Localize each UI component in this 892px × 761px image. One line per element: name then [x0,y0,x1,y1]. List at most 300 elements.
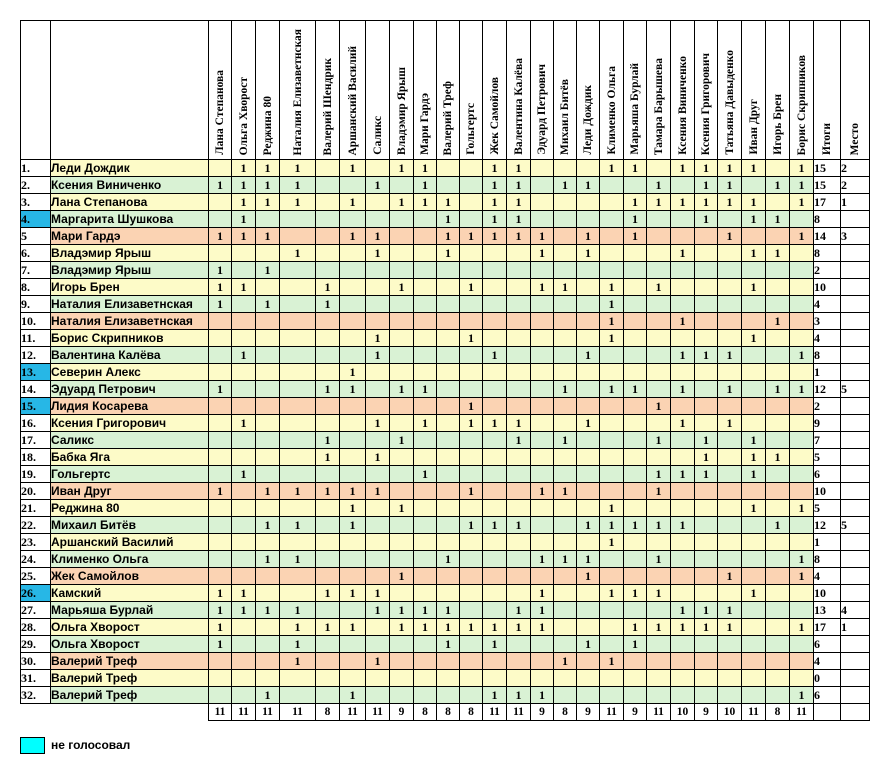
vote-cell [554,466,577,483]
row-total: 6 [814,636,841,653]
vote-cell [209,245,232,262]
column-header [256,21,280,160]
row-number: 12. [21,347,51,364]
vote-cell [437,585,460,602]
vote-cell [671,551,695,568]
vote-cell [600,619,624,636]
vote-cell [554,500,577,517]
vote-cell [671,500,695,517]
table-row [21,415,870,432]
vote-cell [531,160,554,177]
vote-cell [671,398,695,415]
vote-cell: 1 [280,517,316,534]
column-sum: 9 [624,704,647,721]
vote-cell [366,432,390,449]
vote-cell: 1 [718,160,742,177]
vote-cell [256,398,280,415]
vote-cell [414,228,437,245]
vote-cell [340,432,366,449]
vote-cell: 1 [554,551,577,568]
vote-cell: 1 [647,483,671,500]
table-row [21,568,870,585]
vote-cell [460,534,483,551]
vote-cell [209,313,232,330]
vote-cell [460,177,483,194]
vote-cell: 1 [483,687,507,704]
vote-cell [316,364,340,381]
table-row [21,449,870,466]
vote-cell [577,330,600,347]
vote-cell [600,636,624,653]
vote-cell: 1 [577,415,600,432]
vote-cell [554,211,577,228]
vote-cell [718,466,742,483]
row-number: 25. [21,568,51,585]
vote-cell [483,500,507,517]
vote-cell: 1 [256,262,280,279]
vote-cell: 1 [316,449,340,466]
vote-cell [742,568,766,585]
vote-cell [790,636,814,653]
vote-cell [232,296,256,313]
vote-cell [414,568,437,585]
row-total: 4 [814,330,841,347]
vote-cell: 1 [340,517,366,534]
vote-cell [766,466,790,483]
row-number: 18. [21,449,51,466]
vote-cell [316,653,340,670]
vote-cell: 1 [366,483,390,500]
vote-cell: 1 [718,177,742,194]
vote-cell [280,279,316,296]
vote-cell [647,568,671,585]
row-total: 4 [814,653,841,670]
vote-cell [280,347,316,364]
vote-cell [414,534,437,551]
vote-cell [280,466,316,483]
participant-name: Реджина 80 [51,500,209,517]
vote-cell: 1 [209,177,232,194]
vote-cell [554,347,577,364]
vote-cell [766,432,790,449]
participant-name: Валерий Треф [51,670,209,687]
column-header-label: Марьяша Бурлай [629,63,641,155]
column-header-label: Саликс [371,116,384,155]
row-place [841,398,870,415]
vote-cell [316,313,340,330]
vote-cell [647,636,671,653]
vote-cell [695,534,718,551]
vote-cell [460,687,483,704]
vote-cell: 1 [232,228,256,245]
row-place [841,364,870,381]
vote-cell [647,670,671,687]
vote-cell [414,211,437,228]
participant-name: Наталия Елизаветнская [51,313,209,330]
vote-cell: 1 [316,381,340,398]
vote-cell: 1 [232,602,256,619]
column-header-label: Реджина 80 [261,95,274,155]
table-row [21,262,870,279]
vote-cell [340,211,366,228]
vote-cell: 1 [366,415,390,432]
vote-cell: 1 [718,568,742,585]
vote-cell: 1 [600,500,624,517]
corner-name-header [51,21,209,160]
vote-cell: 1 [280,194,316,211]
vote-cell [483,551,507,568]
vote-cell [718,245,742,262]
row-total: 5 [814,500,841,517]
vote-cell: 1 [437,551,460,568]
vote-cell: 1 [256,177,280,194]
column-sum: 11 [209,704,232,721]
vote-cell [390,517,414,534]
vote-cell: 1 [483,415,507,432]
vote-cell [209,415,232,432]
vote-cell [718,279,742,296]
vote-cell [624,313,647,330]
vote-cell: 1 [647,551,671,568]
vote-cell [256,364,280,381]
vote-cell [647,313,671,330]
vote-cell [766,687,790,704]
vote-cell [554,330,577,347]
vote-cell [232,330,256,347]
row-number: 28. [21,619,51,636]
column-sum: 9 [531,704,554,721]
vote-cell: 1 [256,687,280,704]
vote-cell [256,653,280,670]
vote-cell [483,568,507,585]
vote-cell: 1 [718,619,742,636]
vote-cell [671,262,695,279]
table-row [21,483,870,500]
vote-cell: 1 [280,177,316,194]
vote-cell: 1 [483,517,507,534]
vote-cell: 1 [742,466,766,483]
vote-cell: 1 [209,585,232,602]
vote-cell: 1 [414,619,437,636]
vote-cell [280,415,316,432]
vote-cell [671,330,695,347]
vote-cell: 1 [695,466,718,483]
vote-cell: 1 [647,585,671,602]
vote-cell [647,262,671,279]
row-total: 15 [814,177,841,194]
vote-cell [718,296,742,313]
vote-cell [742,313,766,330]
vote-cell [554,636,577,653]
vote-cell [316,500,340,517]
participant-name: Валентина Калёва [51,347,209,364]
vote-cell [790,313,814,330]
vote-cell [316,636,340,653]
vote-cell [316,330,340,347]
vote-cell [577,653,600,670]
vote-cell [790,415,814,432]
vote-cell: 1 [460,517,483,534]
vote-cell [390,653,414,670]
vote-cell: 1 [531,687,554,704]
vote-cell: 1 [390,279,414,296]
column-sum: 11 [507,704,531,721]
vote-cell: 1 [647,517,671,534]
vote-cell [340,602,366,619]
sum-spacer [21,704,51,721]
column-header-label: Валентина Калёва [512,58,525,155]
vote-cell [316,177,340,194]
vote-cell [766,670,790,687]
vote-cell [437,262,460,279]
vote-cell [766,262,790,279]
vote-cell [414,262,437,279]
vote-cell [256,449,280,466]
vote-cell: 1 [280,653,316,670]
vote-cell: 1 [671,381,695,398]
vote-cell [340,330,366,347]
vote-cell [460,347,483,364]
table-row [21,364,870,381]
vote-cell [414,364,437,381]
vote-cell: 1 [340,228,366,245]
vote-cell [437,449,460,466]
vote-cell: 1 [742,160,766,177]
participant-name: Наталия Елизаветнская [51,296,209,313]
vote-cell: 1 [600,534,624,551]
vote-cell: 1 [232,347,256,364]
vote-cell [790,211,814,228]
vote-cell: 1 [554,279,577,296]
row-number: 20. [21,483,51,500]
row-number: 9. [21,296,51,313]
vote-cell: 1 [460,228,483,245]
row-number: 10. [21,313,51,330]
row-number: 21. [21,500,51,517]
vote-cell [766,279,790,296]
vote-cell [624,534,647,551]
row-place [841,568,870,585]
vote-cell [340,466,366,483]
vote-cell [554,415,577,432]
vote-cell [554,228,577,245]
vote-cell [718,483,742,500]
vote-cell [209,211,232,228]
column-header [600,21,624,160]
row-total: 2 [814,398,841,415]
vote-cell [742,517,766,534]
total-header-label: Итоги [821,122,833,155]
vote-cell [316,415,340,432]
vote-cell: 1 [256,296,280,313]
vote-cell [790,364,814,381]
column-header [647,21,671,160]
vote-cell [671,568,695,585]
vote-cell [507,483,531,500]
vote-cell [742,670,766,687]
vote-cell [366,194,390,211]
vote-cell: 1 [766,449,790,466]
vote-cell [366,296,390,313]
table-row [21,177,870,194]
column-header [507,21,531,160]
row-total: 8 [814,551,841,568]
vote-cell [340,177,366,194]
vote-cell [316,568,340,585]
vote-cell [766,194,790,211]
vote-cell [577,160,600,177]
vote-cell [647,500,671,517]
column-header [790,21,814,160]
table-row [21,330,870,347]
vote-cell [742,347,766,364]
vote-cell [742,415,766,432]
vote-cell: 1 [232,466,256,483]
vote-cell [554,398,577,415]
vote-cell [695,483,718,500]
vote-cell [390,466,414,483]
column-sum: 11 [742,704,766,721]
vote-cell [280,449,316,466]
vote-cell: 1 [209,228,232,245]
vote-cell [647,415,671,432]
vote-cell [600,602,624,619]
vote-cell [390,483,414,500]
vote-cell: 1 [390,160,414,177]
vote-cell: 1 [554,177,577,194]
vote-cell [460,296,483,313]
vote-cell [718,313,742,330]
vote-cell [414,245,437,262]
vote-cell [695,687,718,704]
table-row [21,296,870,313]
vote-cell: 1 [232,194,256,211]
vote-cell [366,568,390,585]
vote-cell [232,500,256,517]
row-total: 10 [814,483,841,500]
vote-cell [531,653,554,670]
vote-cell [742,551,766,568]
vote-cell [624,279,647,296]
table-row [21,670,870,687]
vote-cell [460,653,483,670]
vote-cell [209,449,232,466]
vote-cell [256,670,280,687]
vote-cell [790,585,814,602]
row-number-not-voted: 13. [21,364,51,381]
participant-name: Мари Гардэ [51,228,209,245]
vote-cell: 1 [531,585,554,602]
table-row [21,245,870,262]
row-place [841,415,870,432]
vote-cell: 1 [280,483,316,500]
vote-cell: 1 [256,194,280,211]
vote-cell [647,245,671,262]
place-header [841,21,870,160]
vote-cell [695,245,718,262]
vote-cell [554,296,577,313]
vote-cell: 1 [577,517,600,534]
vote-cell [695,653,718,670]
vote-cell [695,636,718,653]
vote-cell [531,449,554,466]
vote-cell: 1 [232,415,256,432]
vote-cell [531,670,554,687]
participant-name: Лана Степанова [51,194,209,211]
vote-cell [437,160,460,177]
table-row [21,500,870,517]
vote-cell [209,398,232,415]
vote-cell [742,653,766,670]
column-header [671,21,695,160]
vote-cell [483,279,507,296]
vote-cell: 1 [766,517,790,534]
vote-cell [790,602,814,619]
vote-cell: 1 [600,517,624,534]
row-total: 1 [814,534,841,551]
vote-cell: 1 [790,160,814,177]
vote-cell: 1 [577,636,600,653]
vote-cell: 1 [232,177,256,194]
column-header-label: Михаил Битёв [559,79,571,155]
vote-cell [232,262,256,279]
vote-cell: 1 [390,432,414,449]
vote-cell [790,483,814,500]
row-place [841,245,870,262]
corner-num-header [21,21,51,160]
vote-cell [280,687,316,704]
vote-cell [790,517,814,534]
vote-cell [256,313,280,330]
vote-cell [531,398,554,415]
vote-cell [209,330,232,347]
row-number-not-voted: 26. [21,585,51,602]
vote-cell [531,211,554,228]
vote-cell: 1 [554,653,577,670]
vote-cell [256,381,280,398]
vote-cell [647,653,671,670]
vote-cell [531,313,554,330]
vote-cell [671,670,695,687]
vote-cell: 1 [577,568,600,585]
vote-cell [366,398,390,415]
vote-cell: 1 [507,602,531,619]
vote-cell: 1 [790,551,814,568]
participant-name: Борис Скрипников [51,330,209,347]
vote-cell [577,432,600,449]
column-header [340,21,366,160]
vote-cell: 1 [437,636,460,653]
vote-cell [483,262,507,279]
row-total: 8 [814,211,841,228]
vote-cell [280,432,316,449]
participant-name: Михаил Битёв [51,517,209,534]
row-total: 0 [814,670,841,687]
vote-cell [624,177,647,194]
vote-cell [483,296,507,313]
total-header [814,21,841,160]
row-number: 16. [21,415,51,432]
vote-cell [790,279,814,296]
vote-cell [390,262,414,279]
vote-cell: 1 [742,245,766,262]
column-header-label: Наталия Елизаветнская [291,28,304,155]
vote-cell: 1 [742,449,766,466]
vote-cell: 1 [671,194,695,211]
vote-cell: 1 [483,194,507,211]
vote-cell [554,364,577,381]
vote-cell [390,347,414,364]
